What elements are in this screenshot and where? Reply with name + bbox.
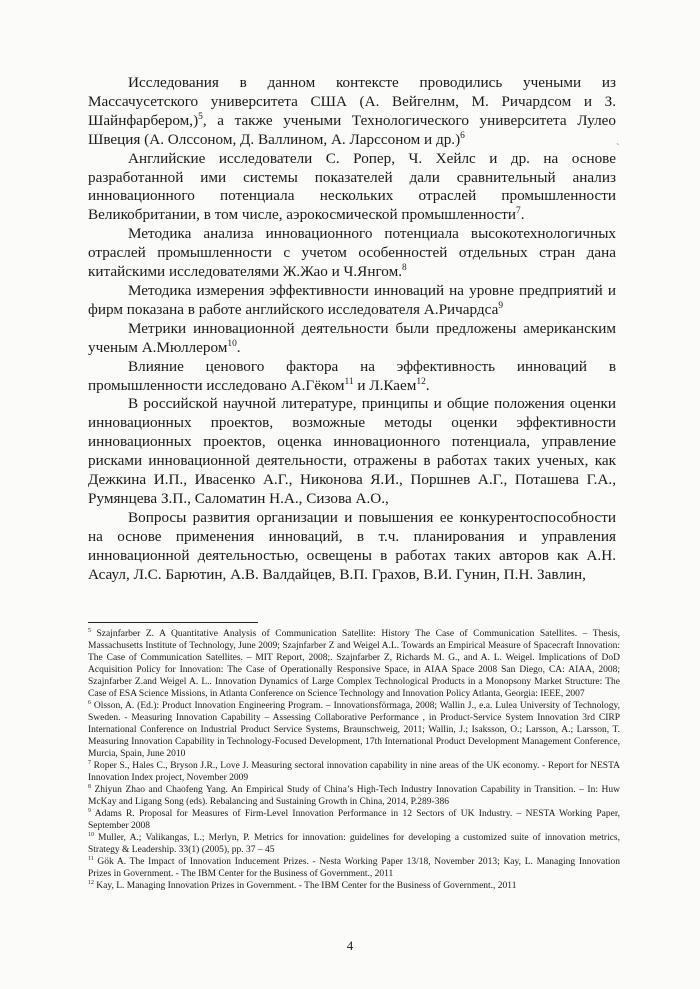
footnote-text: Kay, L. Managing Innovation Prizes in Government. - The IBM Center for the Business of Government., 2011 — [93, 881, 517, 891]
body-paragraph — [88, 320, 616, 358]
footnote-number: 7 — [88, 759, 91, 766]
footnote-ref: 8 — [402, 263, 407, 273]
footnote-text: Zhiyun Zhao and Chaofeng Yang. An Empirical Study of China’s High-Tech Industry Innovation Capability in Transition. – In: Huw McKay and Ligang Song (eds). Rebalancing and Sustaining Growth in China, 2014, P.289-386 — [88, 785, 620, 807]
body-paragraph — [88, 509, 616, 585]
footnote-text: Roper S., Hales C., Bryson J.R., Love J. Measuring sectoral innovation capability in nine areas of the UK economy. - Report for NESTA Innovation Index project, November 2009 — [88, 761, 620, 783]
margin-mark: ˋ — [616, 142, 620, 154]
footnote-number: 8 — [88, 783, 91, 790]
footnote-text: Gök A. The Impact of Innovation Inducement Prizes. - Nesta Working Paper 13/18, November 2013; Kay, L. Managing Innovation Prizes in Government. - The IBM Center for the Business of Government., 2011 — [88, 857, 620, 879]
body-paragraph — [88, 74, 616, 150]
paragraph-text: и Л.Каем — [353, 376, 417, 394]
footnote-text: Muller, A.; Valikangas, L.; Merlyn, P. Metrics for innovation: guidelines for developing a customized suite of innovation metrics, Strategy & Leadership. 33(1) (2005), pp. 37 – 45 — [88, 833, 620, 855]
footnote-ref: 5 — [198, 111, 203, 122]
paragraph-text: В российской научной литературе, принципы и общие положения оценки инновационных проектов, возможные методы оценки эффективности инновационных проектов, оценка инновационного потенциала, управление рисками инновационной деятельности, отражены в работах таких ученых, как Дежкина И.П., Ивасенко А.Г., Никонова Я.И., Поршнев А.Г., Поташева Г.А., Румянцева З.П., Саломатин Н.А., Сизова А.О., — [88, 395, 616, 507]
body-paragraph — [88, 395, 616, 508]
body-paragraph — [88, 150, 616, 226]
footnote-text: Szajnfarber Z. A Quantitative Analysis of Communication Satellite: History The Case of Communication Satellites. – Thesis, Massachusetts Institute of Technology, June 2009; Szajnfarber Z and Weigel A.L. Towards an Empirical Measure of Spacecraft Innovation: The Case of Communication Satellites. – MIT Report, 2008;. Szajnfarber Z, Richards M. G., and A. L. Weigel. Implications of DoD Acquisition Policy for Innovation: The Case of Operationally Responsive Space, in AIAA Space 2008 San Diego, CA: AIAA, 2008; Szajnfarber Z.and Weigel A. L.. Innovation Dynamics of Large Complex Technological Products in a Monopsony Market Structure: The Case of ESA Science Missions, in Atlanta Conference on Science Technology and Innovation Policy Atlanta, Georgia: IEEE, 2007 — [88, 629, 620, 699]
paragraph-text: Метрики инновационной деятельности были предложены американским ученым А.Мюллером — [88, 319, 616, 356]
footnote-number: 9 — [88, 807, 91, 814]
footnotes — [88, 628, 620, 892]
body-paragraph — [88, 225, 616, 282]
page-number: 4 — [346, 938, 354, 953]
body-paragraph — [88, 282, 616, 320]
footnote-ref: 7 — [516, 206, 521, 217]
paragraph-text: Влияние ценового фактора на эффективность инноваций в промышленности исследовано А.Гёком — [88, 357, 616, 394]
footnote — [88, 808, 620, 832]
footnote-number: 5 — [88, 627, 91, 634]
paragraph-text: . — [520, 206, 525, 224]
footnote-ref: 9 — [498, 300, 504, 311]
paragraph-text: Методика анализа инновационного потенциала высокотехнологичных отраслей промышленности с учетом особенностей отдельных стран дана китайскими исследователями Ж.Жао и Ч.Янгом. — [88, 225, 616, 281]
footnote — [88, 856, 620, 880]
footnote-ref: 12 — [416, 376, 426, 387]
paragraph-text: Исследования в данном контексте проводились учеными из Массачусетского университета США (А. Вейгелнм, М. Ричардсом и З. Шайнфарбером,) — [88, 74, 616, 129]
footnote-separator — [88, 622, 258, 623]
paragraph-text: , а также учеными Технологического университета Лулео Швеция (А. Олссоном, Д. Валлином, А. Ларссоном и др.) — [88, 111, 616, 148]
footnote-number: 11 — [88, 855, 94, 862]
paragraph-text: Методика измерения эффективности инноваций на уровне предприятий и фирм показана в работе английского исследователя А.Ричардса — [88, 281, 616, 318]
footnote — [88, 832, 620, 856]
paragraph-text: . — [425, 376, 430, 394]
body-paragraph — [88, 358, 616, 396]
footnote-text: Adams R. Proposal for Measures of Firm-Level Innovation Performance in 12 Sectors of UK Industry. – NESTA Working Paper, September 2008 — [88, 809, 620, 831]
footnote — [88, 700, 620, 760]
footnote-text: Olsson, A. (Ed.): Product Innovation Engineering Program. – Innovationsförmaga, 2008; Wallin J., e.a. Lulea University of Technology, Sweden. - Measuring Innovation Capability – Assessing Collaborative Performance , in Product-Service System Innovation 3rd CIRP International Conference on Industrial Product Service Systems, Braunschweig, 2011; Wallin, J.; Isaksson, O.; Larsson, A.; Larsson, T. Measuring Innovation Capability in Technology-Focused Development, 17th International Product Development Management Conference, Murcia, Spain, June 2010 — [88, 701, 620, 759]
footnote-number: 10 — [88, 831, 94, 838]
paragraph-text: . — [236, 338, 241, 356]
footnote-ref: 6 — [460, 130, 465, 141]
footnote — [88, 784, 620, 808]
footnote-ref: 11 — [344, 376, 354, 387]
footnote-number: 6 — [88, 699, 91, 706]
paragraph-text: Английские исследователи С. Ропер, Ч. Хейлс и др. на основе разработанной ими системы показателей дали сравнительный анализ инновационного потенциала нескольких отраслей промышленности Великобритании, в том числе, аэрокосмической промышленности — [88, 149, 616, 224]
footnote — [88, 880, 620, 892]
footnote — [88, 760, 620, 784]
footnote-number: 12 — [88, 879, 94, 886]
paragraph-text: Вопросы развития организации и повышения ее конкурентоспособности на основе применения инноваций, в т.ч. планирования и управления инновационной деятельностью, освещены в работах таких авторов как А.Н. Асаул, Л.С. Барютин, А.В. Валдайцев, В.П. Грахов, В.И. Гунин, П.Н. Завлин, — [88, 508, 616, 583]
main-text — [88, 74, 616, 584]
footnote-ref: 10 — [227, 338, 237, 349]
footnote — [88, 628, 620, 700]
